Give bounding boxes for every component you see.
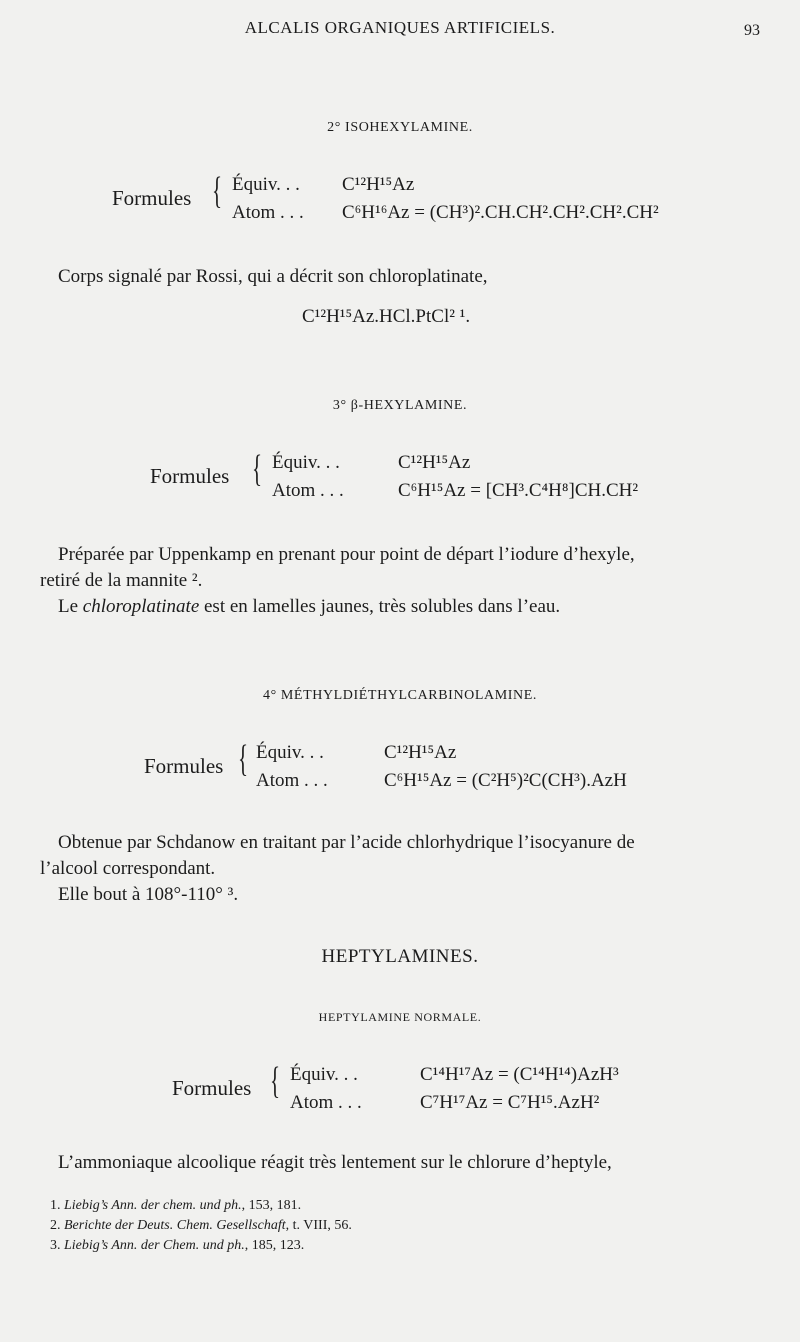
footnote-2 (50, 1218, 352, 1234)
paragraph-text: Elle bout à 108°-110° ³. (58, 884, 239, 905)
text-prefix: Le (58, 596, 83, 617)
italic-term: chloroplatinate (82, 596, 200, 617)
equiv-formula: C¹²H¹⁵Az (342, 174, 415, 195)
footnote-ref: , 185, 123. (244, 1238, 305, 1253)
footnote-source: Liebig’s Ann. der chem. und ph. (64, 1198, 242, 1213)
atom-label: Atom . . . (290, 1092, 362, 1113)
equiv-label: Équiv. . . (272, 452, 340, 473)
section-heading-isohexylamine: 2° ISOHEXYLAMINE. (327, 120, 473, 135)
equiv-formula: C¹⁴H¹⁷Az = (C¹⁴H¹⁴)AzH³ (420, 1064, 619, 1085)
brace-symbol: { (212, 170, 223, 212)
atom-formula: C⁶H¹⁶Az = (CH³)².CH.CH².CH².CH².CH² (342, 202, 659, 223)
formula-label: Formules (144, 754, 224, 778)
paragraph-text (58, 594, 560, 620)
chapter-heading-heptylamines: HEPTYLAMINES. (321, 946, 479, 967)
paragraph-text: L’ammoniaque alcoolique réagit très lentement sur le chlorure d’heptyle, (58, 1152, 612, 1173)
footnote-number: 3. (50, 1238, 61, 1253)
footnote-source: Liebig’s Ann. der Chem. und ph. (64, 1238, 245, 1253)
brace-symbol: { (270, 1060, 281, 1102)
section-heading-methyldiethylcarbinolamine: 4° MÉTHYLDIÉTHYLCARBINOLAMINE. (262, 688, 537, 703)
formula-label: Formules (172, 1076, 252, 1100)
footnote-source: Berichte der Deuts. Chem. Gesellschaft (64, 1218, 286, 1233)
atom-label: Atom . . . (232, 202, 304, 223)
salt-formula: C¹²H¹⁵Az.HCl.PtCl² ¹. (302, 306, 471, 327)
footnote-ref: , t. VIII, 56. (285, 1218, 352, 1233)
equiv-label: Équiv. . . (290, 1064, 358, 1085)
subheading-heptylamine-normale: HEPTYLAMINE NORMALE. (318, 1010, 482, 1024)
equiv-label: Équiv. . . (256, 742, 324, 763)
paragraph-text: retiré de la mannite ². (40, 570, 203, 591)
paragraph-text: l’alcool correspondant. (40, 858, 216, 879)
running-title: ALCALIS ORGANIQUES ARTIFICIELS. (244, 18, 556, 37)
equiv-label: Équiv. . . (232, 174, 300, 195)
equiv-formula: C¹²H¹⁵Az (384, 742, 457, 763)
footnote-ref: , 153, 181. (241, 1198, 302, 1213)
atom-formula: C⁶H¹⁵Az = (C²H⁵)²C(CH³).AzH (384, 770, 627, 791)
footnote-3 (50, 1238, 304, 1254)
section-heading-beta-hexylamine: 3° β-HEXYLAMINE. (332, 398, 468, 413)
paragraph-text: Corps signalé par Rossi, qui a décrit son chloroplatinate, (58, 266, 488, 287)
page-number: 93 (744, 22, 760, 39)
brace-symbol: { (238, 738, 249, 780)
footnote-number: 2. (50, 1218, 61, 1233)
footnote-1 (50, 1198, 301, 1214)
formula-label: Formules (150, 464, 230, 488)
atom-formula: C⁷H¹⁷Az = C⁷H¹⁵.AzH² (420, 1092, 600, 1113)
brace-symbol: { (252, 448, 263, 490)
paragraph-text: Préparée par Uppenkamp en prenant pour point de départ l’iodure d’hexyle, (58, 544, 635, 565)
footnote-number: 1. (50, 1198, 61, 1213)
atom-label: Atom . . . (272, 480, 344, 501)
formula-label: Formules (112, 186, 192, 210)
text-suffix: est en lamelles jaunes, très solubles dans l’eau. (199, 596, 561, 617)
atom-formula: C⁶H¹⁵Az = [CH³.C⁴H⁸]CH.CH² (398, 480, 639, 501)
equiv-formula: C¹²H¹⁵Az (398, 452, 471, 473)
atom-label: Atom . . . (256, 770, 328, 791)
paragraph-text: Obtenue par Schdanow en traitant par l’acide chlorhydrique l’isocyanure de (58, 832, 635, 853)
